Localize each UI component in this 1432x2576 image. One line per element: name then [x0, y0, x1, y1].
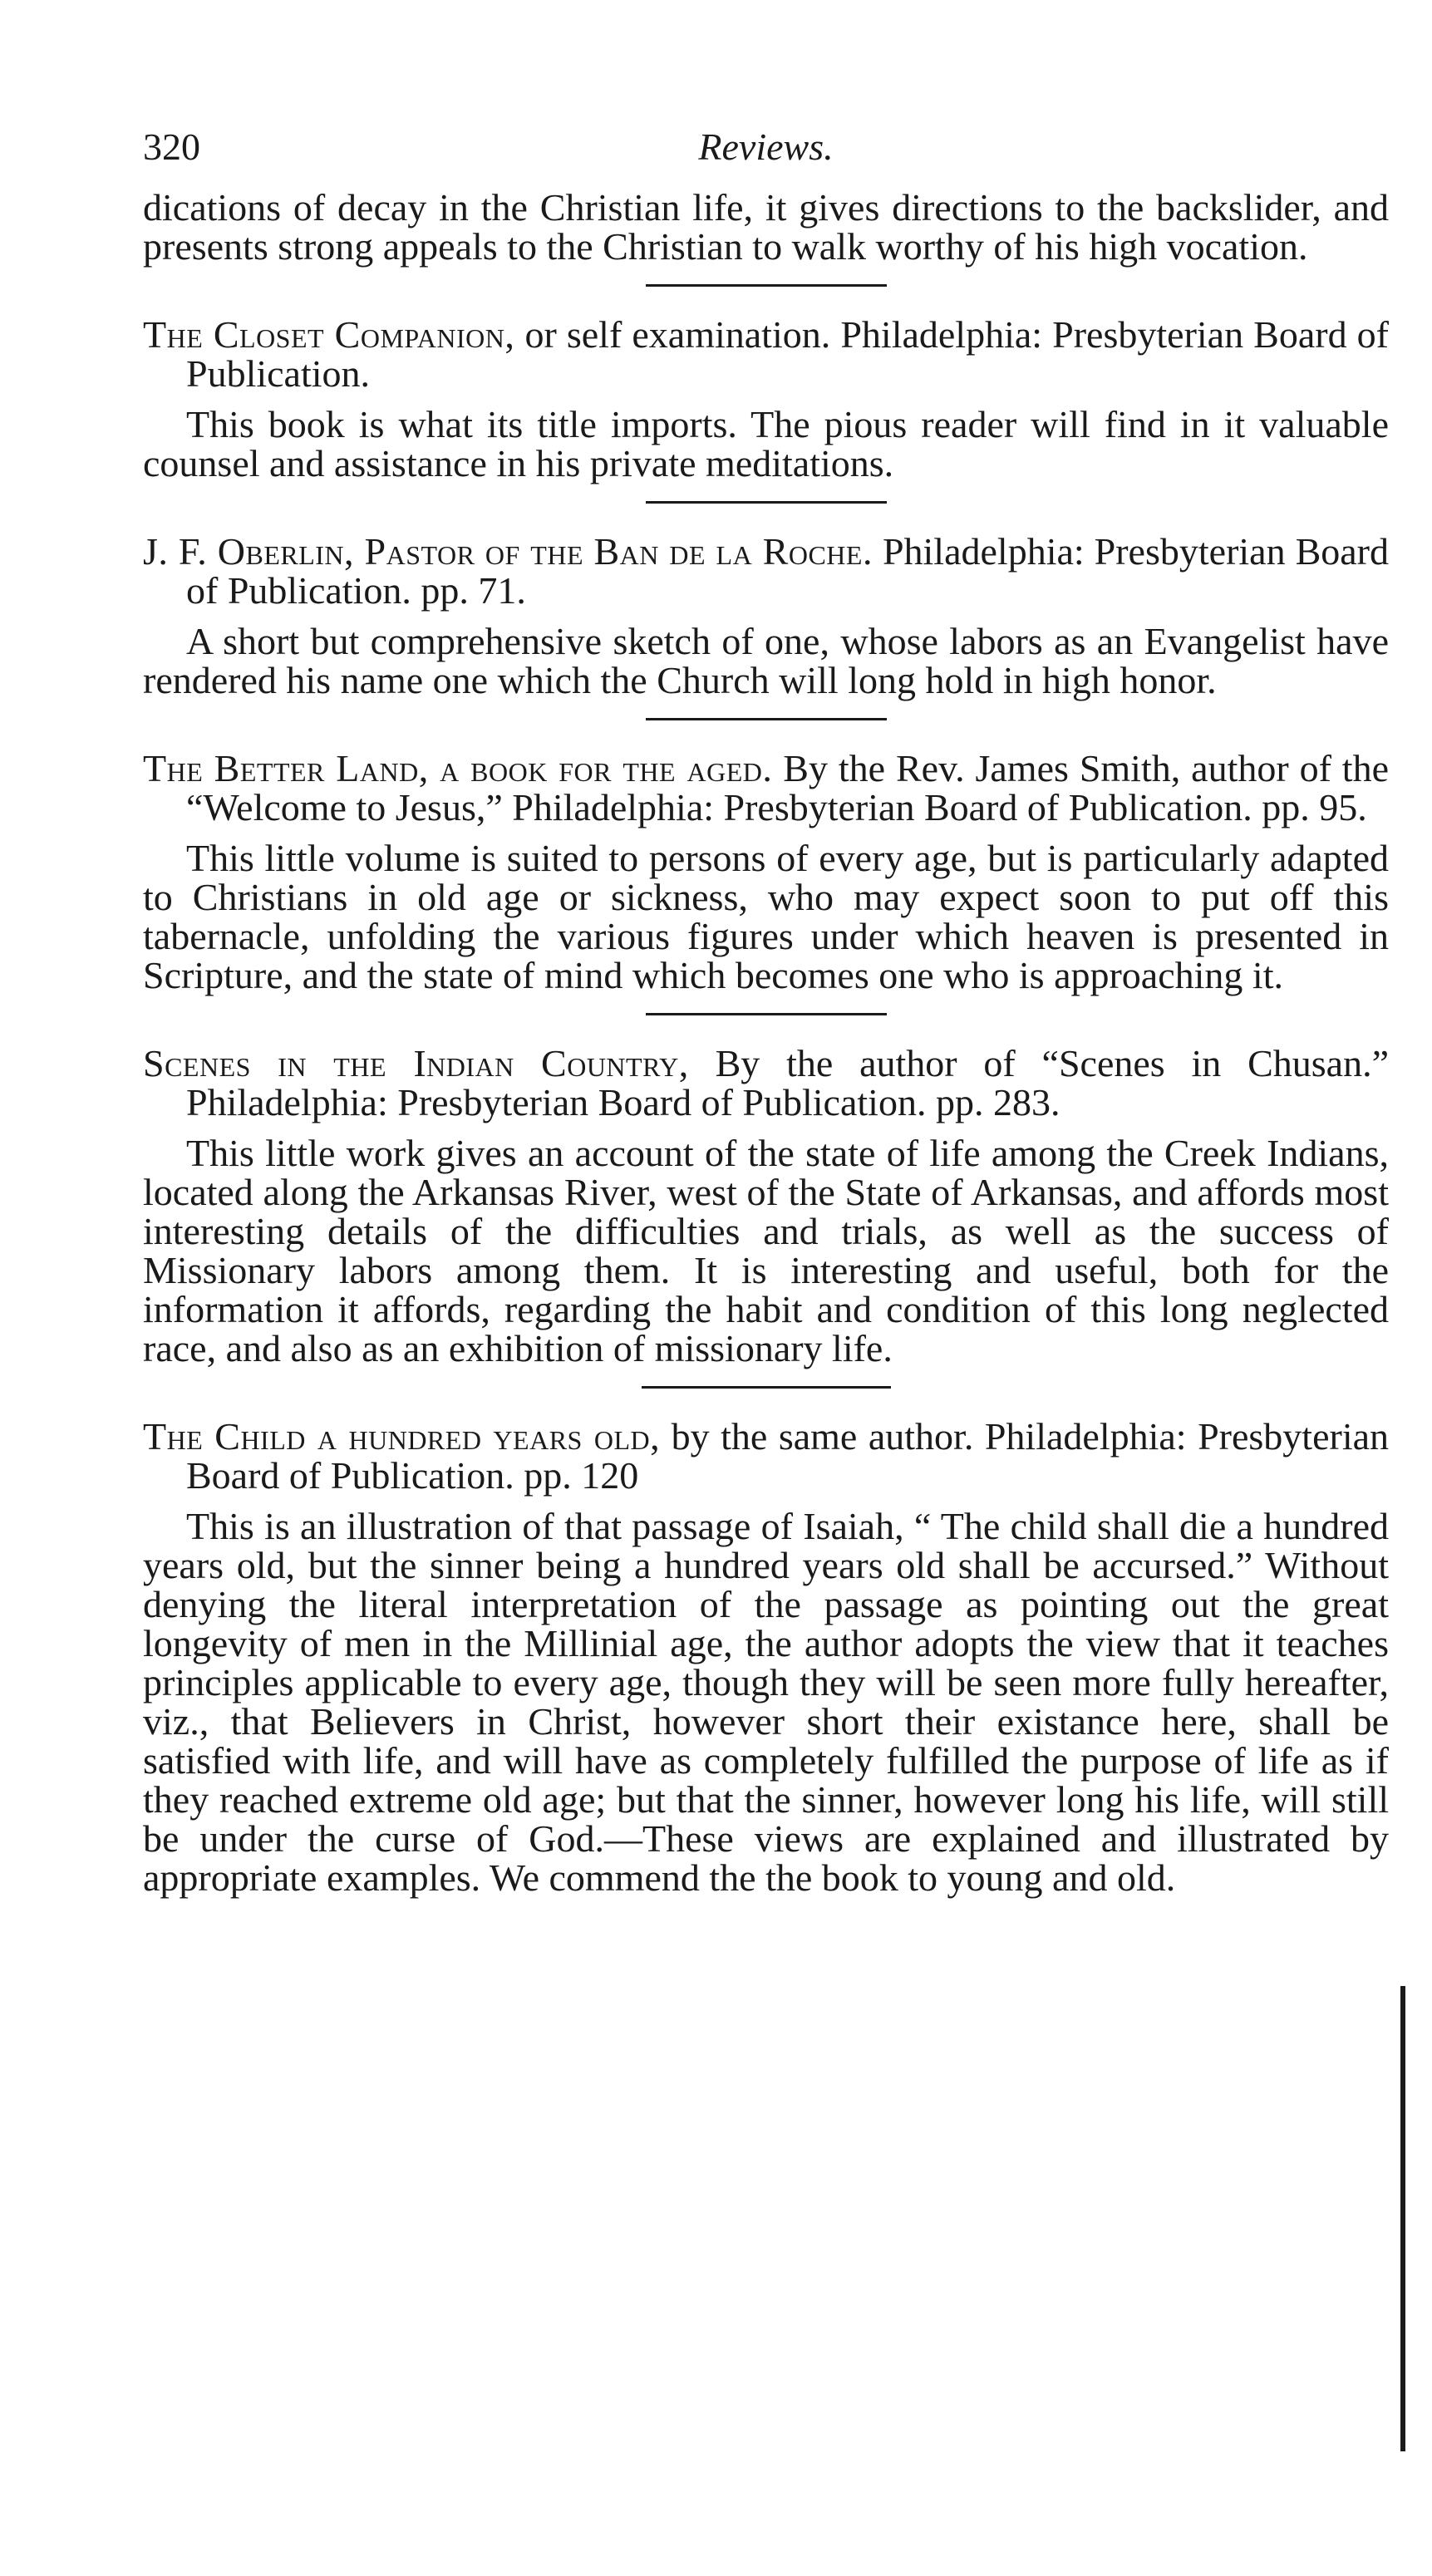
- entry-heading: [143, 1044, 1389, 1122]
- section-divider: [646, 1013, 887, 1015]
- entry-publication: Philadelphia: Presbyterian Board of Publication. pp. 71.: [186, 530, 1389, 612]
- review-entry-indian-country: [143, 1044, 1389, 1368]
- review-entry-child-hundred-years: [143, 1417, 1389, 1897]
- intro-continuation: dications of decay in the Christian life, it gives directions to the backslider, and presents strong appeals to the Christian to walk worthy of his high vocation.: [143, 186, 1389, 268]
- section-divider: [642, 1386, 891, 1389]
- entry-body: This little work gives an account of the state of life among the Creek Indians, located along the Arkansas River, west of the State of Arkansas, and affords most interesting details of the difficulties and trials, as well as the success of Missionary labors among them. It is interesting and useful, both for the information it affords, regarding the habit and condition of this long neglected race, and also as an exhibition of missionary life.: [143, 1132, 1389, 1369]
- entry-publication: By the author of “Scenes in Chusan.” Philadelphia: Presbyterian Board of Publication. pp. 283.: [186, 1042, 1389, 1123]
- entry-heading: [143, 1417, 1389, 1495]
- entry-title: The Better Land, a book for the aged.: [143, 747, 773, 789]
- entry-publication: by the same author. Philadelphia: Presbyterian Board of Publication. pp. 120: [186, 1415, 1390, 1497]
- entry-heading: [143, 532, 1389, 610]
- section-divider: [646, 501, 887, 504]
- margin-bar: [1400, 1986, 1405, 2451]
- section-divider: [646, 718, 887, 720]
- entry-title: J. F. Oberlin, Pastor of the Ban de la Roche.: [143, 530, 873, 573]
- page-number: 320: [143, 125, 200, 168]
- entry-body: This little volume is suited to persons of every age, but is particularly adapted to Christians in old age or sickness, who may expect soon to put off this tabernacle, unfolding the various figures under which heaven is presented in Scripture, and the state of mind which becomes one who is approaching it.: [143, 837, 1389, 996]
- entry-body: This is an illustration of that passage of Isaiah, “ The child shall die a hundred years old, but the sinner being a hundred years old shall be accursed.” Without denying the literal interpretation of the passage as pointing out the great longevity of men in the Millinial age, the author adopts the view that it teaches principles applicable to every age, though they will be seen more fully hereafter, viz., that Believers in Christ, however short their existance here, shall be satisfied with life, and will have as completely fulfilled the purpose of life as if they reached extreme old age; but that the sinner, however long his life, will still be under the curse of God.—These views are explained and illustrated by appropriate examples. We commend the the book to young and old.: [143, 1505, 1389, 1899]
- review-entry-oberlin: [143, 532, 1389, 700]
- entry-publication: or self examination. Philadelphia: Presbyterian Board of Publication.: [186, 313, 1389, 395]
- page-header: [143, 125, 1389, 188]
- entry-title: The Closet Companion,: [143, 313, 515, 356]
- review-entry-better-land: [143, 749, 1389, 995]
- entry-title: The Child a hundred years old,: [143, 1415, 661, 1458]
- review-entry-closet-companion: [143, 315, 1389, 483]
- running-head: Reviews.: [698, 125, 834, 168]
- entry-heading: [143, 749, 1389, 827]
- entry-title: Scenes in the Indian Country,: [143, 1042, 689, 1084]
- entry-publication: By the Rev. James Smith, author of the “Welcome to Jesus,” Philadelphia: Presbyterian Board of Publication. pp. 95.: [186, 747, 1389, 828]
- entry-body: A short but comprehensive sketch of one, whose labors as an Evangelist have rendered his name one which the Church will long hold in high honor.: [143, 620, 1389, 701]
- entry-heading: [143, 315, 1389, 393]
- section-divider: [646, 284, 887, 287]
- entry-body: This book is what its title imports. The pious reader will find in it valuable counsel and assistance in his private meditations.: [143, 403, 1389, 484]
